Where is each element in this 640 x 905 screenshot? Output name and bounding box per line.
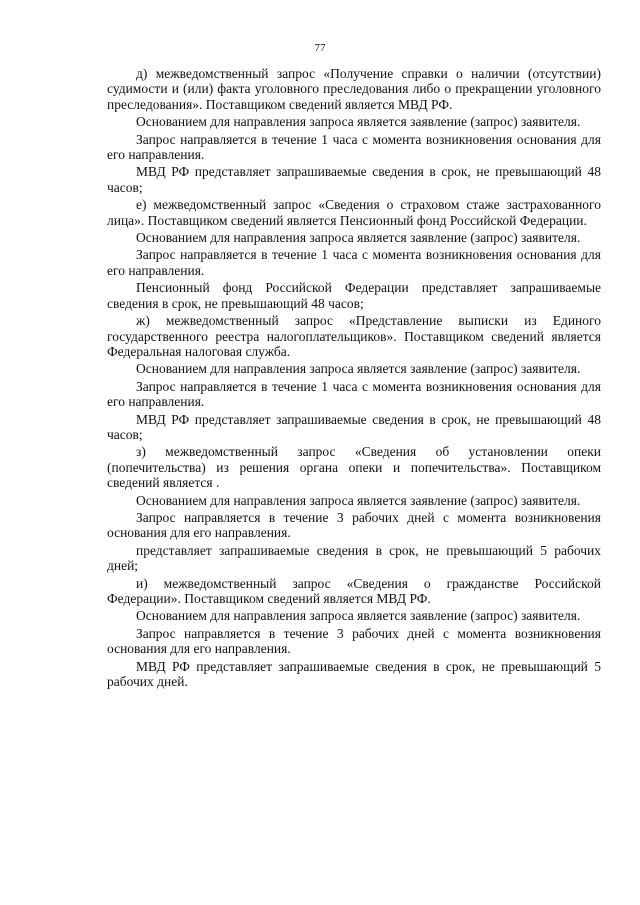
paragraph-timing: Запрос направляется в течение 3 рабочих дней с момента возникновения основания для его направления. xyxy=(107,625,601,657)
paragraph-response-term: представляет запрашиваемые сведения в срок, не превышающий 5 рабочих дней; xyxy=(107,542,601,574)
paragraph-item-d: д) межведомственный запрос «Получение справки о наличии (отсутствии) судимости и (или) факта уголовного преследования либо о прекращении уголовного преследования». Поставщиком сведений является МВД РФ. xyxy=(107,66,601,112)
page-number: 77 xyxy=(314,42,326,54)
paragraph-basis: Основанием для направления запроса является заявление (запрос) заявителя. xyxy=(136,608,581,624)
paragraph-timing: Запрос направляется в течение 1 часа с момента возникновения основания для его направления. xyxy=(107,247,601,278)
paragraph-item-e: е) межведомственный запрос «Сведения о страховом стаже застрахованного лица». Поставщиком сведений является Пенсионный фонд Российской Федерации. xyxy=(107,197,601,228)
paragraph-response-term: Пенсионный фонд Российской Федерации представляет запрашиваемые сведения в срок, не превышающий 48 часов; xyxy=(107,280,601,311)
paragraph-response-term: МВД РФ представляет запрашиваемые сведения в срок, не превышающий 48 часов; xyxy=(107,411,601,442)
paragraph-timing: Запрос направляется в течение 1 часа с момента возникновения основания для его направления. xyxy=(107,131,601,163)
paragraph-response-term: МВД РФ представляет запрашиваемые сведения в срок, не превышающий 48 часов; xyxy=(107,164,601,195)
paragraph-response-term: МВД РФ представляет запрашиваемые сведения в срок, не превышающий 5 рабочих дней. xyxy=(107,658,601,690)
paragraph-item-i: и) межведомственный запрос «Сведения о гражданстве Российской Федерации». Поставщиком сведений является МВД РФ. xyxy=(107,575,601,606)
paragraph-timing: Запрос направляется в течение 3 рабочих дней с момента возникновения основания для его направления. xyxy=(107,509,601,541)
paragraph-basis: Основанием для направления запроса является заявление (запрос) заявителя. xyxy=(136,361,581,377)
paragraph-basis: Основанием для направления запроса является заявление (запрос) заявителя. xyxy=(136,230,581,246)
document-body xyxy=(107,66,601,691)
paragraph-item-zh: ж) межведомственный запрос «Представление выписки из Единого государственного реестра налогоплательщиков». Поставщиком сведений является Федеральная налоговая служба. xyxy=(107,313,601,359)
paragraph-basis: Основанием для направления запроса является заявление (запрос) заявителя. xyxy=(136,492,581,508)
paragraph-basis: Основанием для направления запроса является заявление (запрос) заявителя. xyxy=(136,114,581,130)
paragraph-timing: Запрос направляется в течение 1 часа с момента возникновения основания для его направления. xyxy=(107,378,601,410)
paragraph-item-z: з) межведомственный запрос «Сведения об установлении опеки (попечительства) из решения органа опеки и попечительства». Поставщиком сведений является . xyxy=(107,444,601,491)
